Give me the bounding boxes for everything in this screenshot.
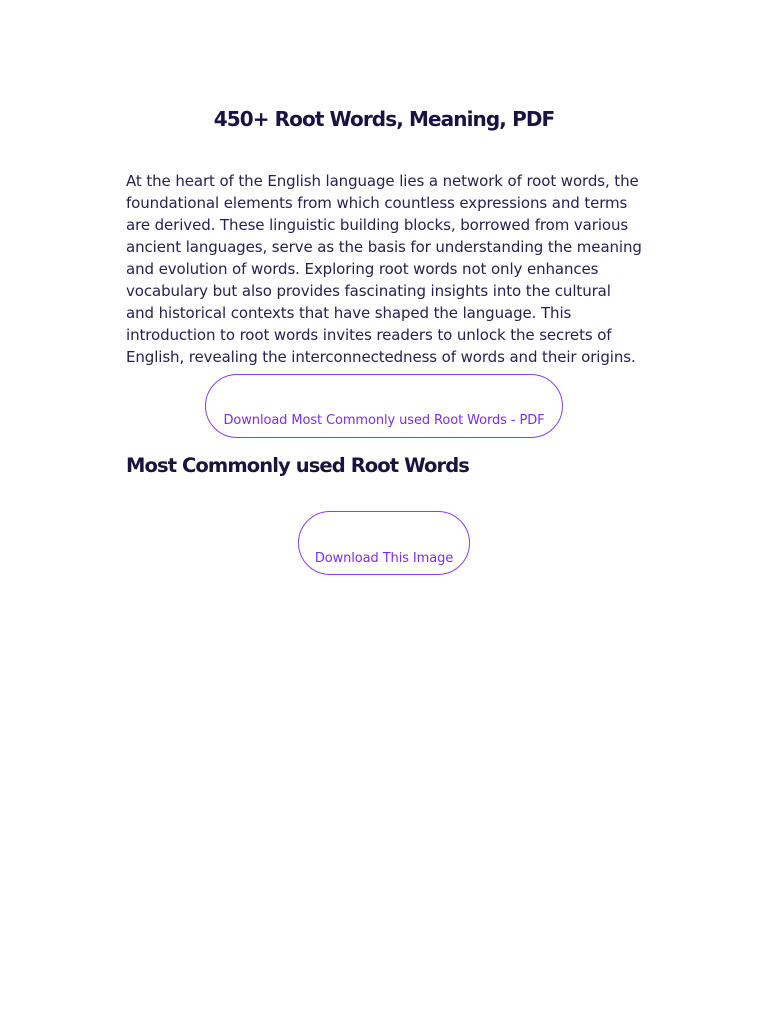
section-heading: Most Commonly used Root Words [126, 454, 470, 477]
intro-paragraph: At the heart of the English language lies a network of root words, the foundational elements from which countless expressions and terms are derived. These linguistic building blocks, borrowed from various ancient languages, serve as the basis for understanding the meaning and evolution of words. Exploring root words not only enhances vocabulary but also provides fascinating insights into the cultural and historical contexts that have shaped the language. This introduction to root words invites readers to unlock the secrets of English, revealing the interconnectedness of words and their origins. [126, 172, 642, 366]
page-title: 450+ Root Words, Meaning, PDF [213, 107, 555, 131]
download-pdf-button[interactable]: Download Most Commonly used Root Words - PDF [205, 374, 563, 438]
pdf-button-container [126, 368, 642, 438]
image-button-container [126, 480, 642, 575]
download-image-button[interactable]: Download This Image [298, 511, 470, 575]
